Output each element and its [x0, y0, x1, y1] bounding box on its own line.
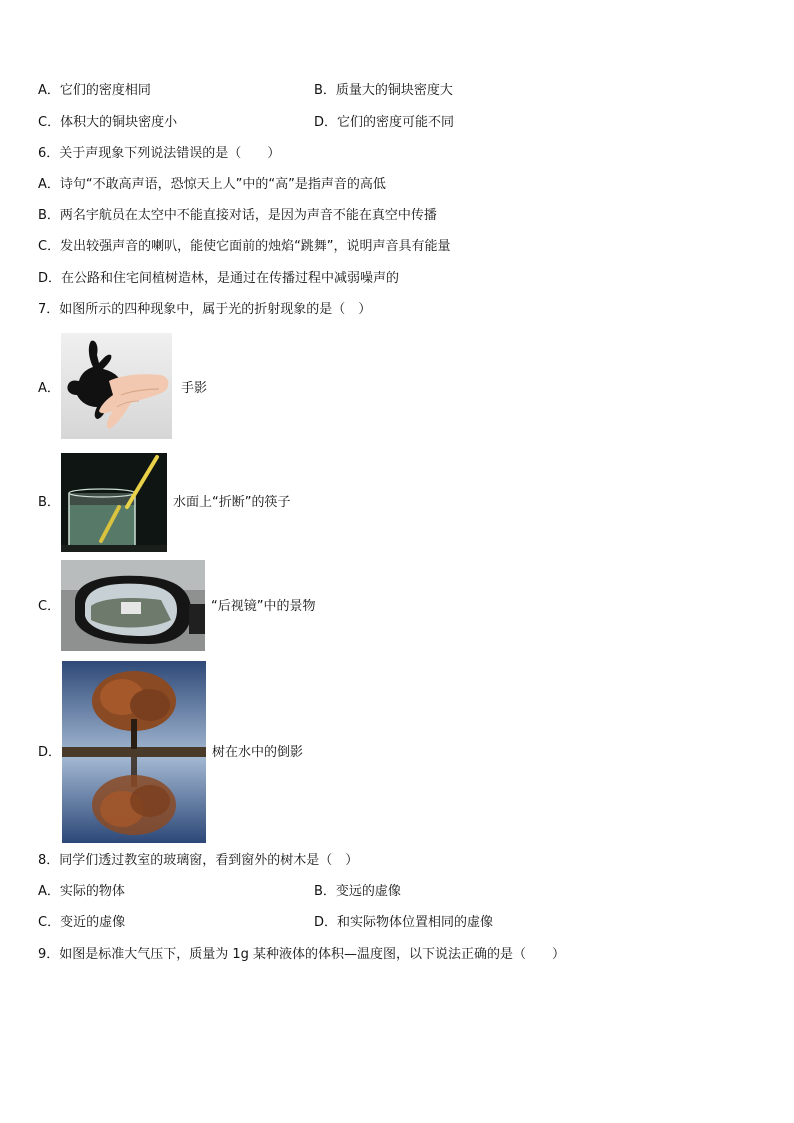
tree-reflection-image — [62, 661, 206, 843]
broken-chopstick-image — [61, 453, 167, 552]
q5-option-b: B．质量大的铜块密度大 — [314, 83, 453, 98]
q7-option-d-caption: 树在水中的倒影 — [212, 745, 304, 760]
q7-option-b-label: B． — [38, 495, 60, 510]
q5-option-a: A．它们的密度相同 — [38, 83, 151, 98]
q5-option-c: C．体积大的铜块密度小 — [38, 115, 178, 130]
q6-option-a: A．诗句“不敢高声语，恐惊天上人”中的“高”是指声音的高低 — [38, 177, 386, 192]
q7-option-c-caption: “后视镜”中的景物 — [211, 599, 316, 614]
q8-option-a: A．实际的物体 — [38, 884, 125, 899]
q8-option-c: C．变近的虚像 — [38, 915, 126, 930]
q7-option-d-label: D． — [38, 745, 62, 760]
q6-option-d: D．在公路和住宅间植树造林，是通过在传播过程中减弱噪声的 — [38, 271, 400, 286]
q8-option-b: B．变远的虚像 — [314, 884, 401, 899]
q8-option-d: D．和实际物体位置相同的虚像 — [314, 915, 494, 930]
q7-option-a-caption: 手影 — [181, 381, 208, 396]
q6-stem: 6．关于声现象下列说法错误的是（ ） — [38, 146, 281, 161]
hand-shadow-image — [61, 333, 172, 439]
q7-option-b-caption: 水面上“折断”的筷子 — [173, 495, 291, 510]
q9-stem: 9．如图是标准大气压下，质量为 1g 某种液体的体积—温度图，以下说法正确的是（ ） — [38, 947, 566, 962]
q7-option-a-label: A． — [38, 381, 60, 396]
rearview-mirror-image — [61, 560, 205, 651]
q7-stem: 7．如图所示的四种现象中，属于光的折射现象的是（ ） — [38, 302, 372, 317]
q7-option-c-label: C． — [38, 599, 61, 614]
q6-option-b: B．两名宇航员在太空中不能直接对话，是因为声音不能在真空中传播 — [38, 208, 437, 223]
q5-option-d: D．它们的密度可能不同 — [314, 115, 455, 130]
q6-option-c: C．发出较强声音的喇叭，能使它面前的烛焰“跳舞”，说明声音具有能量 — [38, 239, 451, 254]
q8-stem: 8．同学们透过教室的玻璃窗，看到窗外的树木是（ ） — [38, 853, 359, 868]
